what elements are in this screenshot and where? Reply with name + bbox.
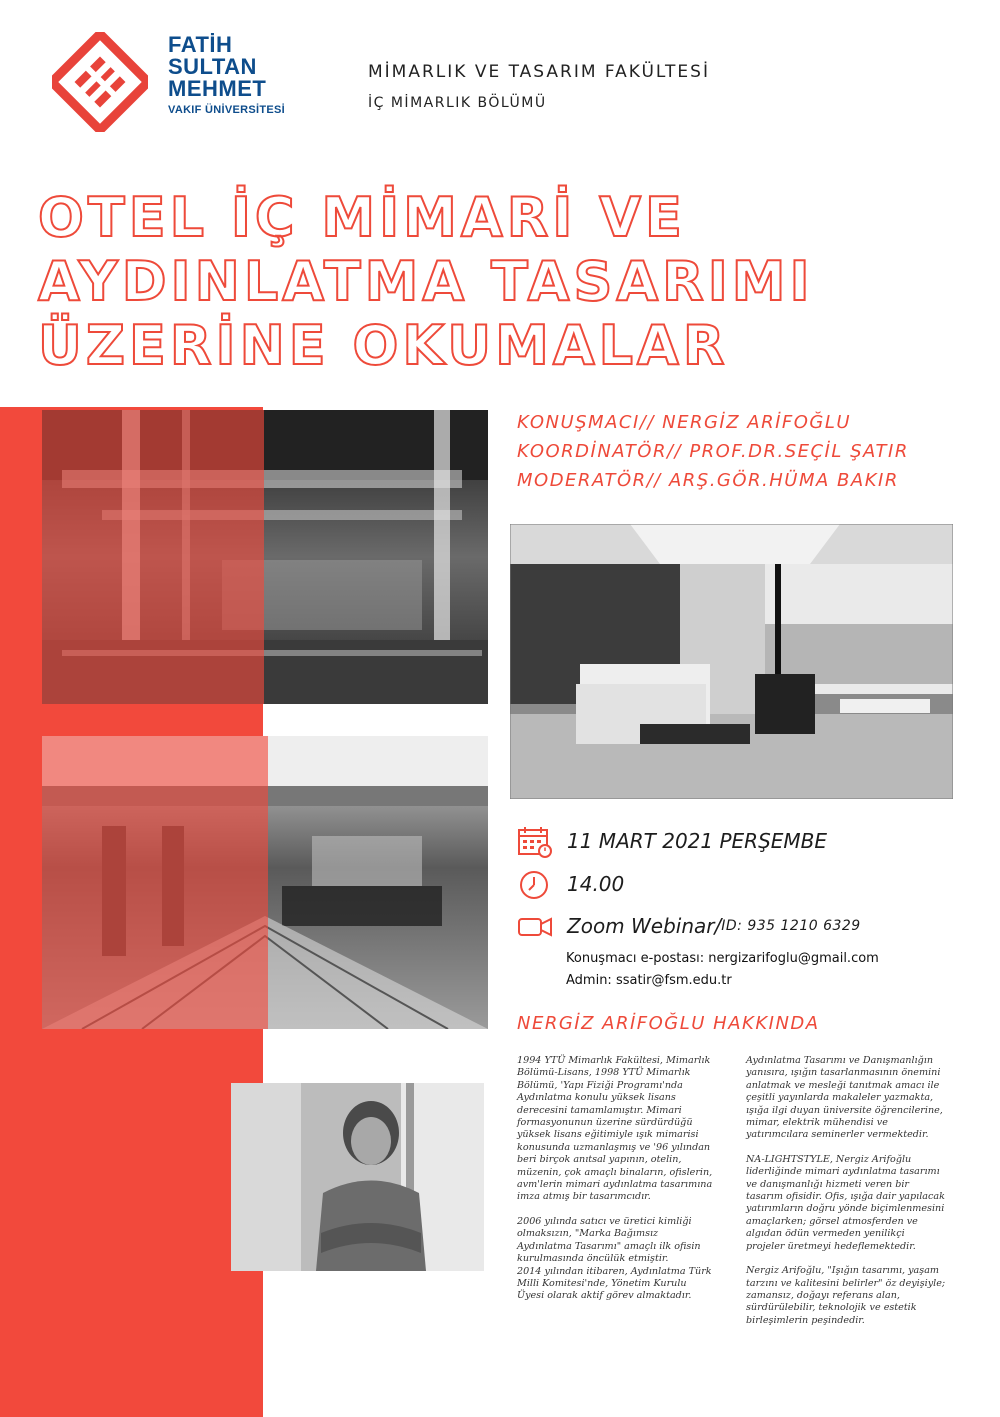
university-name (168, 34, 285, 118)
calendar-icon (517, 825, 553, 857)
bio-paragraph: 2006 yılında satıcı ve üretici kimliği olmaksızın, "Marka Bağımsız Aydınlatma Tasarımı" amaçlı ilk ofisin kurulmasında öncülük etmiştir. (517, 1215, 701, 1265)
event-platform: Zoom Webinar/ (567, 914, 722, 938)
moderator-line: MODERATÖR// ARŞ.GÖR.HÜMA BAKIR (517, 470, 899, 491)
event-title (38, 186, 978, 378)
hotel-lobby-photo (42, 410, 488, 704)
admin-email: Admin: ssatir@fsm.edu.tr (566, 973, 732, 988)
title-line-1: OTEL İÇ MİMARİ VE (38, 186, 686, 249)
bio-column-1 (517, 1055, 713, 1315)
university-line-3: MEHMET (168, 76, 267, 101)
video-camera-icon (517, 910, 553, 942)
event-time: 14.00 (567, 872, 625, 896)
title-line-2: AYDINLATMA TASARIMI (38, 250, 814, 313)
speaker-portrait-photo (231, 1083, 484, 1271)
bio-paragraph: NA-LIGHTSTYLE, Nergiz Arifoğlu liderliğinde mimari aydınlatma tasarımı ve danışmanlığı hizmeti veren bir tasarım ofisidir. Ofis, ışığa dair yapılacak yatırımların doğru yönde biçimlenmesini amaçlarken; görsel atmosferden ve algıdan ödün vermeden yenilikçi projeler üretmeyi hedeflemektedir. (746, 1153, 945, 1252)
event-date: 11 MART 2021 PERŞEMBE (567, 829, 828, 853)
hotel-room-photo (510, 524, 953, 799)
university-line-1: FATİH (168, 32, 233, 57)
university-subtitle: VAKIF ÜNİVERSİTESİ (168, 104, 286, 116)
speaker-email: Konuşmacı e-postası: nergizarifoglu@gmail.com (566, 951, 879, 966)
department-name: İÇ MİMARLIK BÖLÜMÜ (368, 95, 547, 111)
hotel-reception-photo (42, 736, 488, 1029)
bio-paragraph: 2014 yılından itibaren, Aydınlatma Türk Milli Komitesi'nde, Yönetim Kurulu Üyesi olarak aktif görev almaktadır. (517, 1265, 712, 1302)
clock-icon (517, 868, 553, 900)
fsm-logo-icon (52, 32, 148, 132)
speaker-line: KONUŞMACI// NERGİZ ARİFOĞLU (517, 412, 852, 433)
faculty-name: MİMARLIK VE TASARIM FAKÜLTESİ (368, 62, 710, 82)
bio-paragraph: Nergiz Arifoğlu, "Işığın tasarımı, yaşam tarzını ve kalitesini belirler" öz deyişiyle; zamansız, doğayı referans alan, sürdürülebilir, teknolojik ve estetik birleşimlerin peşindedir. (746, 1265, 946, 1326)
bio-column-2 (746, 1055, 946, 1339)
platform-row (517, 910, 861, 942)
time-row (517, 868, 624, 900)
date-row (517, 825, 827, 857)
event-platform-id: ID: 935 1210 6329 (721, 918, 861, 934)
speaker-list (517, 408, 909, 495)
title-line-3: ÜZERİNE OKUMALAR (38, 314, 729, 377)
university-line-2: SULTAN (168, 54, 257, 79)
about-heading: NERGİZ ARİFOĞLU HAKKINDA (517, 1013, 820, 1034)
bio-paragraph: 1994 YTÜ Mimarlık Fakültesi, Mimarlık Bölümü-Lisans, 1998 YTÜ Mimarlık Bölümü, 'Yapı Fiziği Programı'nda Aydınlatma konulu yüksek lisans derecesini tamamlamıştır. Mimari formasyonunun üzerine sürdürdüğü yüksek lisans eğitimiyle ışık mimarisi konusunda uzmanlaşmış ve '96 yılından beri birçok anıtsal yapının, otelin, müzenin, çok amaçlı binaların, ofislerin, avm'lerin mimari aydınlatma tasarımına imza atmış bir tasarımcıdır. (517, 1055, 713, 1203)
bio-paragraph: Aydınlatma Tasarımı ve Danışmanlığın yanısıra, ışığın tasarlanmasının önemini anlatmak ve mesleği tanıtmak amacı ile çeşitli yayınlarda makaleler yazmakta, ışığa ilgi duyan üniversite öğrencilerine, mimar, elektrik mühendisi ve yatırımcılara seminerler vermektedir. (746, 1055, 943, 1141)
coordinator-line: KOORDİNATÖR// PROF.DR.SEÇİL ŞATIR (517, 441, 909, 462)
